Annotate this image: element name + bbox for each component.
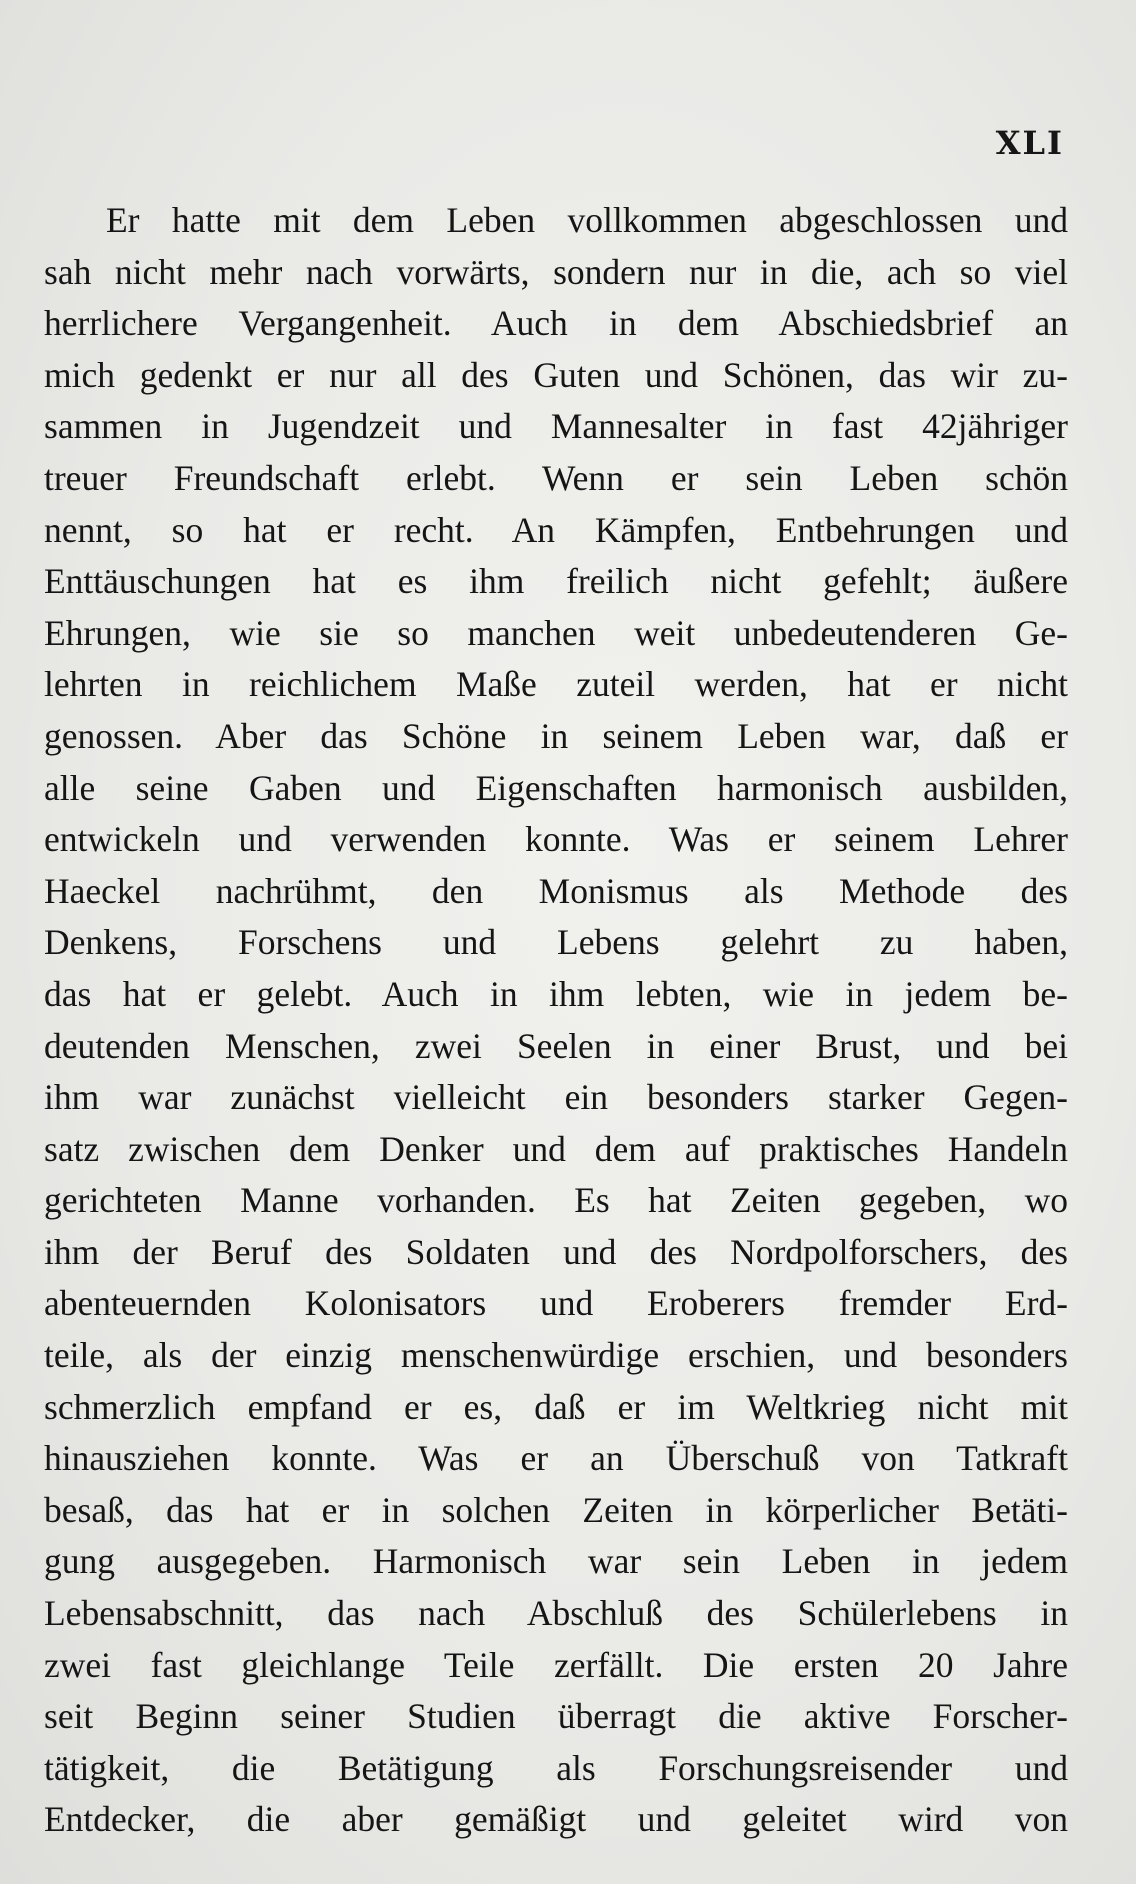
text-line: alle seine Gaben und Eigenschaften harmonisch ausbilden, bbox=[44, 767, 1068, 808]
text-line: Denkens, Forschens und Lebens gelehrt zu haben, bbox=[44, 922, 1068, 963]
text-line: Entdecker, die aber gemäßigt und geleitet wird von bbox=[44, 1799, 1068, 1840]
text-line: seit Beginn seiner Studien überragt die aktive Forscher- bbox=[44, 1696, 1068, 1737]
text-line: schmerzlich empfand er es, daß er im Weltkrieg nicht mit bbox=[44, 1386, 1068, 1427]
text-line: herrlichere Vergangenheit. Auch in dem Abschiedsbrief an bbox=[44, 303, 1068, 344]
text-line: tätigkeit, die Betätigung als Forschungsreisender und bbox=[44, 1747, 1068, 1788]
body-text bbox=[44, 195, 1068, 1846]
text-line: Er hatte mit dem Leben vollkommen abgeschlossen und bbox=[106, 200, 1068, 240]
text-line: abenteuernden Kolonisators und Eroberers fremder Erd- bbox=[44, 1283, 1068, 1324]
text-line: deutenden Menschen, zwei Seelen in einer Brust, und bei bbox=[44, 1025, 1068, 1066]
text-line: teile, als der einzig menschenwürdige erschien, und besonders bbox=[44, 1335, 1068, 1376]
text-line: Ehrungen, wie sie so manchen weit unbedeutenderen Ge- bbox=[44, 612, 1068, 653]
text-line: besaß, das hat er in solchen Zeiten in körperlicher Betäti- bbox=[44, 1489, 1068, 1530]
text-line: das hat er gelebt. Auch in ihm lebten, wie in jedem be- bbox=[44, 973, 1068, 1014]
text-line: hinausziehen konnte. Was er an Überschuß von Tatkraft bbox=[44, 1438, 1068, 1479]
text-line: entwickeln und verwenden konnte. Was er seinem Lehrer bbox=[44, 819, 1068, 860]
text-line: Enttäuschungen hat es ihm freilich nicht gefehlt; äußere bbox=[44, 561, 1068, 602]
text-line: gung ausgegeben. Harmonisch war sein Leben in jedem bbox=[44, 1541, 1068, 1582]
text-line: treuer Freundschaft erlebt. Wenn er sein Leben schön bbox=[44, 457, 1068, 498]
text-line: satz zwischen dem Denker und dem auf praktisches Handeln bbox=[44, 1128, 1068, 1169]
text-line: Haeckel nachrühmt, den Monismus als Methode des bbox=[44, 870, 1068, 911]
text-line: Lebensabschnitt, das nach Abschluß des Schülerlebens in bbox=[44, 1593, 1068, 1634]
text-line: sammen in Jugendzeit und Mannesalter in fast 42jähriger bbox=[44, 406, 1068, 447]
page-number: XLI bbox=[995, 124, 1064, 162]
text-line: ihm der Beruf des Soldaten und des Nordpolforschers, des bbox=[44, 1231, 1068, 1272]
text-line: lehrten in reichlichem Maße zuteil werden, hat er nicht bbox=[44, 664, 1068, 705]
text-line: ihm war zunächst vielleicht ein besonders starker Gegen- bbox=[44, 1077, 1068, 1118]
text-line: zwei fast gleichlange Teile zerfällt. Die ersten 20 Jahre bbox=[44, 1644, 1068, 1685]
text-line: sah nicht mehr nach vorwärts, sondern nur in die, ach so viel bbox=[44, 251, 1068, 292]
text-line: genossen. Aber das Schöne in seinem Leben war, daß er bbox=[44, 715, 1068, 756]
text-line: nennt, so hat er recht. An Kämpfen, Entbehrungen und bbox=[44, 509, 1068, 550]
text-line: gerichteten Manne vorhanden. Es hat Zeiten gegeben, wo bbox=[44, 1180, 1068, 1221]
text-line: mich gedenkt er nur all des Guten und Schönen, das wir zu- bbox=[44, 354, 1068, 395]
